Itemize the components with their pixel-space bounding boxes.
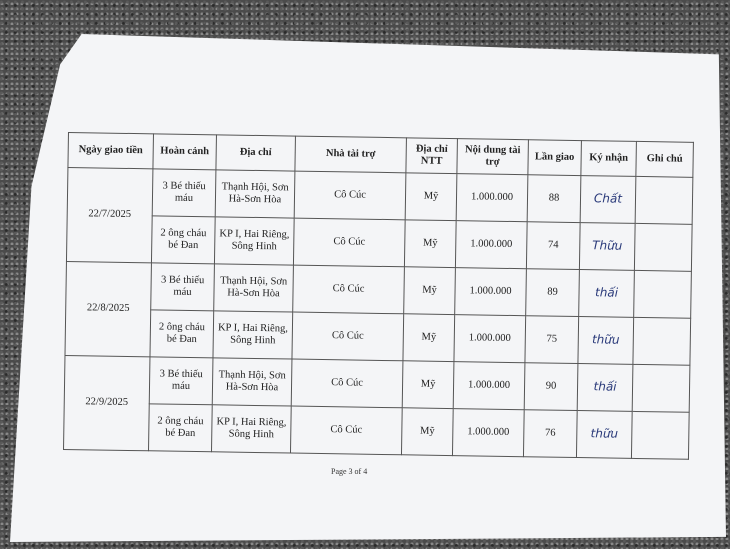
sponsor-address-cell: Mỹ	[404, 267, 456, 315]
address-cell: KP I, Hai Riêng, Sông Hinh	[214, 217, 294, 265]
date-cell: 22/7/2025	[66, 168, 152, 263]
header-note: Ghi chú	[636, 141, 694, 177]
situation-cell: 2 ông cháu bé Đan	[150, 310, 214, 358]
sponsor-cell: Cô Cúc	[294, 171, 406, 220]
note-cell	[632, 364, 690, 412]
sponsor-address-cell: Mỹ	[401, 408, 453, 456]
header-times: Lần giao	[528, 140, 582, 176]
times-cell: 76	[523, 410, 577, 458]
content-cell: 1.000.000	[453, 362, 525, 410]
times-cell: 74	[526, 222, 580, 270]
sponsor-cell: Cô Cúc	[290, 406, 402, 455]
situation-cell: 2 ông cháu bé Đan	[149, 404, 213, 452]
note-cell	[635, 176, 693, 224]
signature-cell: thấi	[577, 364, 633, 412]
situation-cell: 3 Bé thiếu máu	[151, 263, 215, 311]
page-number: Page 3 of 4	[331, 467, 368, 476]
situation-cell: 3 Bé thiếu máu	[149, 357, 213, 405]
content-cell: 1.000.000	[452, 409, 524, 457]
situation-cell: 2 ông cháu bé Đan	[151, 216, 215, 264]
content-cell: 1.000.000	[455, 268, 527, 316]
donation-table	[63, 132, 694, 460]
header-address: Địa chỉ	[216, 135, 296, 171]
address-cell: KP I, Hai Riêng, Sông Hinh	[211, 405, 291, 453]
address-cell: Thạnh Hội, Sơn Hà-Sơn Hòa	[212, 358, 292, 406]
header-situation: Hoàn cảnh	[153, 134, 217, 170]
note-cell	[631, 411, 689, 459]
signature-cell: thữu	[578, 317, 634, 365]
note-cell	[633, 317, 691, 365]
sponsor-address-cell: Mỹ	[405, 173, 457, 221]
sponsor-cell: Cô Cúc	[292, 312, 404, 361]
times-cell: 75	[525, 316, 579, 364]
header-sponsor: Nhà tài trợ	[295, 136, 407, 173]
content-cell: 1.000.000	[455, 221, 527, 269]
date-cell: 22/9/2025	[64, 355, 150, 450]
sponsor-cell: Cô Cúc	[293, 218, 405, 267]
signature-cell: Thữu	[579, 223, 635, 271]
times-cell: 90	[524, 363, 578, 411]
header-signature: Ký nhận	[581, 141, 637, 177]
header-content: Nội dung tài trợ	[457, 139, 529, 175]
content-cell: 1.000.000	[454, 315, 526, 363]
sponsor-address-cell: Mỹ	[402, 361, 454, 409]
sponsor-cell: Cô Cúc	[291, 359, 403, 408]
content-cell: 1.000.000	[456, 174, 528, 222]
header-sponsor-address: Địa chỉ NTT	[406, 138, 458, 174]
times-cell: 88	[527, 175, 581, 223]
address-cell: Thạnh Hội, Sơn Hà-Sơn Hòa	[214, 264, 294, 312]
address-cell: KP I, Hai Riêng, Sông Hinh	[213, 311, 293, 359]
header-date: Ngày giao tiền	[68, 133, 154, 169]
times-cell: 89	[526, 269, 580, 317]
signature-cell: thữu	[576, 411, 632, 459]
sponsor-address-cell: Mỹ	[404, 220, 456, 268]
address-cell: Thạnh Hội, Sơn Hà-Sơn Hòa	[215, 170, 295, 218]
table-container	[63, 132, 694, 460]
note-cell	[634, 223, 692, 271]
date-cell: 22/8/2025	[65, 261, 151, 356]
signature-cell: Chất	[580, 176, 636, 224]
signature-cell: thấi	[579, 270, 635, 318]
situation-cell: 3 Bé thiếu máu	[152, 169, 216, 217]
sponsor-address-cell: Mỹ	[403, 314, 455, 362]
table-row	[64, 402, 690, 459]
note-cell	[634, 270, 692, 318]
sponsor-cell: Cô Cúc	[293, 265, 405, 314]
